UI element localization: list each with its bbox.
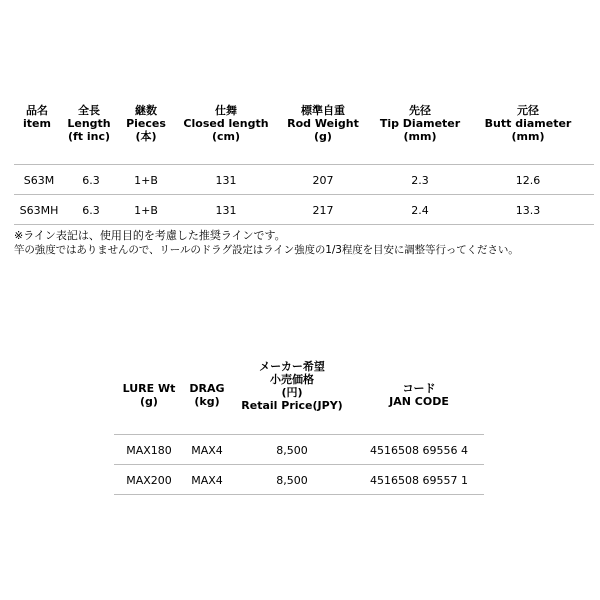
- table-cell: MAX4: [191, 474, 223, 487]
- table-cell: 6.3: [82, 204, 100, 217]
- header-jan-code: コード JAN CODE: [389, 382, 449, 408]
- table-cell: 8,500: [276, 444, 308, 457]
- header-drag: DRAG (kg): [189, 382, 225, 408]
- table-cell: 12.6: [515, 174, 541, 187]
- header-butt-diameter: 元径 Butt diameter (mm): [484, 104, 572, 143]
- divider: [14, 164, 594, 165]
- header-retail-price: メーカー希望 小売価格 (円) Retail Price(JPY): [241, 360, 343, 412]
- table-cell: 8,500: [276, 474, 308, 487]
- table-cell: 131: [215, 174, 237, 187]
- table-cell: 6.3: [82, 174, 100, 187]
- note-line-2: 竿の強度ではありませんので、リールのドラグ設定はライン強度の1/3程度を目安に調整等行ってください。: [14, 244, 519, 256]
- table-cell: MAX4: [191, 444, 223, 457]
- header-item: 品名 item: [23, 104, 51, 130]
- table-cell: 2.4: [411, 204, 429, 217]
- header-length: 全長 Length (ft inc): [67, 104, 111, 143]
- table-cell: 1+B: [134, 174, 158, 187]
- divider: [14, 194, 594, 195]
- table-cell: 4516508 69557 1: [370, 474, 468, 487]
- table-cell: 13.3: [515, 204, 541, 217]
- header-lure-weight: LURE Wt (g): [122, 382, 176, 408]
- divider: [114, 434, 484, 435]
- header-rod-weight: 標準自重 Rod Weight (g): [287, 104, 359, 143]
- header-tip-diameter: 先径 Tip Diameter (mm): [379, 104, 461, 143]
- note-line-1: ※ライン表記は、使用目的を考慮した推奨ラインです。: [14, 229, 286, 242]
- divider: [114, 464, 484, 465]
- divider: [114, 494, 484, 495]
- table-cell: 2.3: [411, 174, 429, 187]
- table-cell: 1+B: [134, 204, 158, 217]
- table-cell: S63MH: [19, 204, 59, 217]
- divider: [14, 224, 594, 225]
- table-cell: MAX200: [126, 474, 172, 487]
- header-closed-length: 仕舞 Closed length (cm): [183, 104, 269, 143]
- table-cell: MAX180: [126, 444, 172, 457]
- table-cell: 217: [312, 204, 334, 217]
- header-pieces: 継数 Pieces (本): [126, 104, 166, 143]
- table-cell: 4516508 69556 4: [370, 444, 468, 457]
- table-cell: 207: [312, 174, 334, 187]
- table-cell: 131: [215, 204, 237, 217]
- table-cell: S63M: [23, 174, 55, 187]
